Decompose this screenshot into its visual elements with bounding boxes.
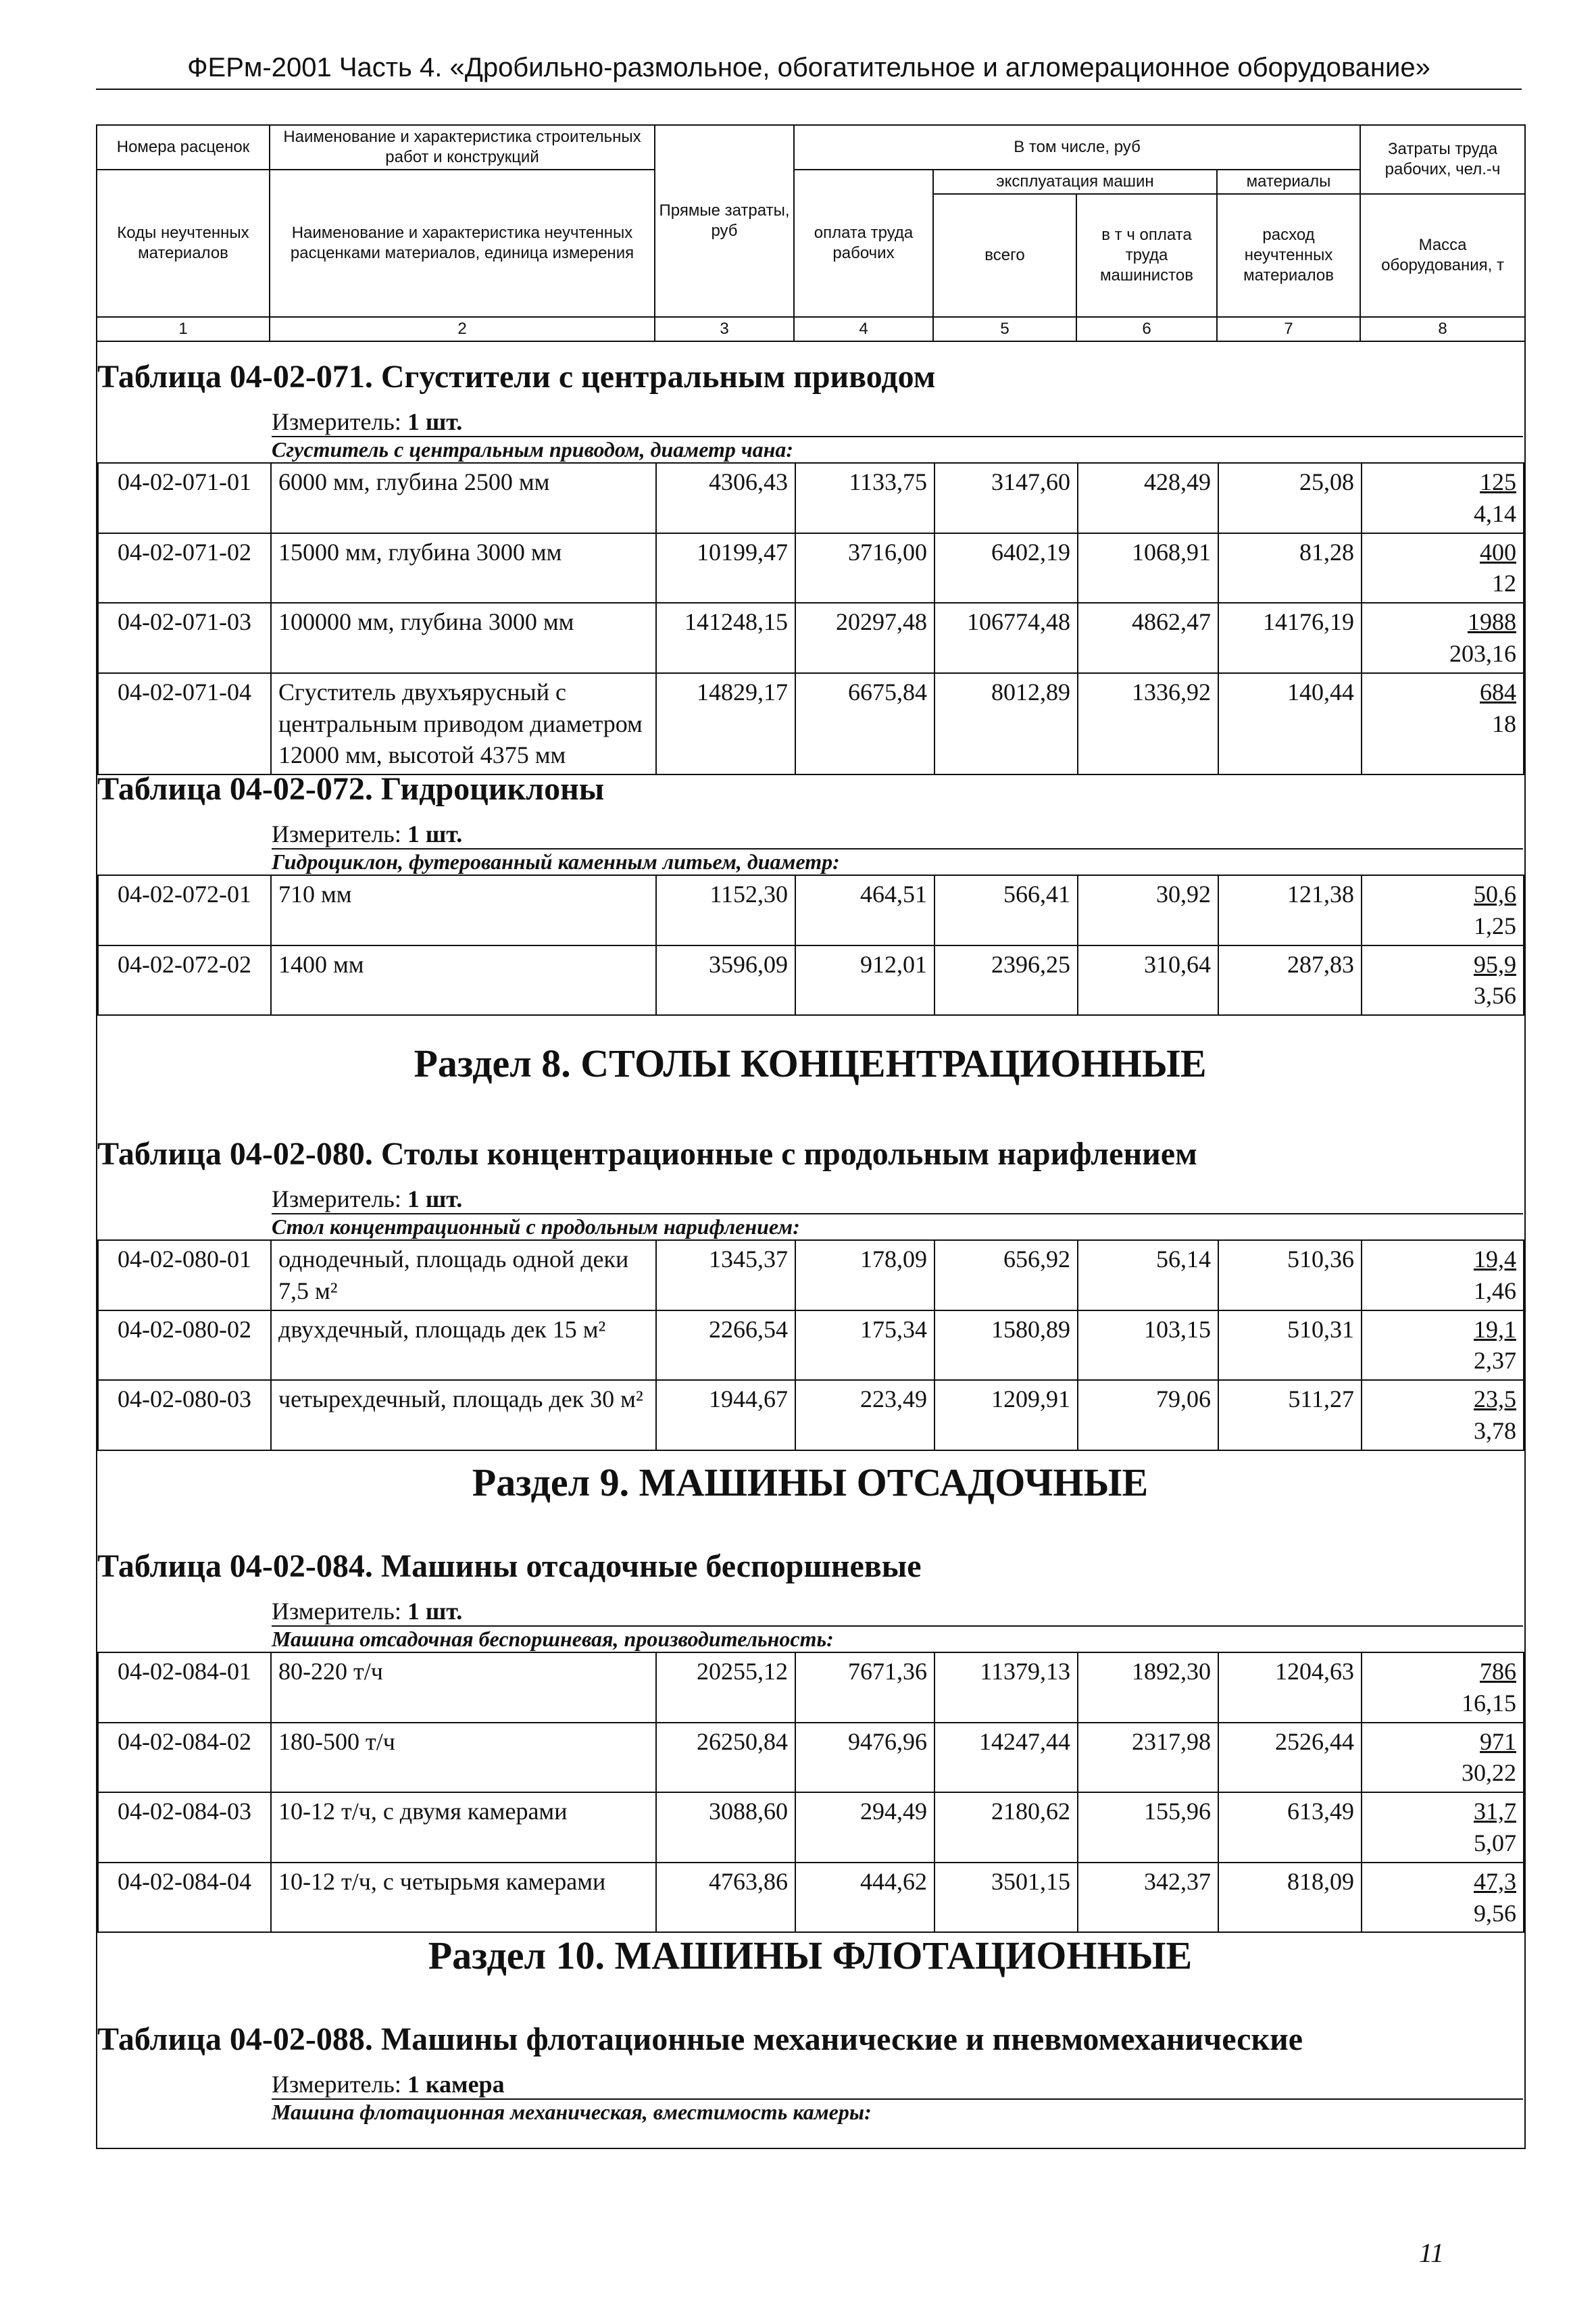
row-code: 04-02-071-04 xyxy=(98,673,271,774)
group-heading: Сгуститель с центральным приводом, диаметр чана: xyxy=(272,436,1523,462)
unit-line xyxy=(272,1185,1523,1213)
cell-c3: 1345,37 xyxy=(656,1240,795,1310)
cell-labor-mass xyxy=(1362,875,1524,945)
labor-value: 684 xyxy=(1480,678,1516,706)
cell-c7: 81,28 xyxy=(1218,533,1362,604)
unit-value: 1 шт. xyxy=(407,1185,463,1212)
cell-c6: 310,64 xyxy=(1078,945,1218,1016)
unit-line xyxy=(272,820,1523,848)
row-name: 1400 мм xyxy=(271,945,656,1016)
labor-value: 971 xyxy=(1480,1727,1516,1755)
cell-labor-mass xyxy=(1362,1652,1524,1723)
table-row xyxy=(98,1310,1524,1381)
cell-c5: 14247,44 xyxy=(934,1723,1078,1793)
cell-c6: 56,14 xyxy=(1078,1240,1218,1310)
table-title: Таблица 04-02-071. Сгустители с центральным приводом xyxy=(97,359,936,395)
cell-c5: 2396,25 xyxy=(934,945,1078,1016)
section-9-heading: Раздел 9. МАШИНЫ ОТСАДОЧНЫЕ xyxy=(472,1460,1149,1504)
table-row xyxy=(98,875,1524,945)
table-row xyxy=(98,945,1524,1016)
unit-value: 1 камера xyxy=(407,2071,505,2098)
cell-c7: 121,38 xyxy=(1218,875,1362,945)
cell-c7: 1204,63 xyxy=(1218,1652,1362,1723)
col8-header-b: Масса оборудования, т xyxy=(1360,194,1525,317)
cell-c4: 444,62 xyxy=(795,1863,934,1933)
cell-c3: 3088,60 xyxy=(656,1792,795,1863)
table-080 xyxy=(97,1135,1523,1451)
section-8-heading: Раздел 8. СТОЛЫ КОНЦЕНТРАЦИОННЫЕ xyxy=(414,1041,1207,1085)
row-name: 80-220 т/ч xyxy=(271,1652,656,1723)
cell-c6: 103,15 xyxy=(1078,1310,1218,1381)
cell-c7: 511,27 xyxy=(1218,1380,1362,1450)
col-num-4: 4 xyxy=(794,317,933,341)
row-code: 04-02-084-04 xyxy=(98,1863,271,1933)
machines-header: эксплуатация машин xyxy=(933,170,1217,194)
row-code: 04-02-071-02 xyxy=(98,533,271,604)
table-row xyxy=(98,1240,1524,1310)
mass-value: 1,46 xyxy=(1474,1277,1516,1304)
cell-c3: 1152,30 xyxy=(656,875,795,945)
col-num-5: 5 xyxy=(933,317,1076,341)
data-table xyxy=(97,1652,1524,1933)
cell-c5: 11379,13 xyxy=(934,1652,1078,1723)
col-num-7: 7 xyxy=(1217,317,1360,341)
mass-value: 9,56 xyxy=(1474,1899,1516,1927)
page-header: ФЕРм-2001 Часть 4. «Дробильно-размольное, обогатительное и агломерационное оборудование» xyxy=(96,53,1522,90)
unit-value: 1 шт. xyxy=(407,820,463,847)
mass-value: 30,22 xyxy=(1462,1759,1516,1787)
unit-label: Измеритель: xyxy=(272,2071,401,2098)
cell-labor-mass xyxy=(1362,1240,1524,1310)
cell-c7: 818,09 xyxy=(1218,1863,1362,1933)
group-heading: Машина флотационная механическая, вместимость камеры: xyxy=(272,2098,1523,2125)
cell-c7: 14176,19 xyxy=(1218,603,1362,673)
cell-labor-mass xyxy=(1362,463,1524,533)
mass-value: 18 xyxy=(1492,710,1516,737)
table-row xyxy=(98,603,1524,673)
labor-value: 95,9 xyxy=(1474,950,1516,978)
data-table xyxy=(97,1239,1524,1451)
table-title: Таблица 04-02-080. Столы концентрационные с продольным нарифлением xyxy=(97,1136,1197,1172)
cell-c5: 2180,62 xyxy=(934,1792,1078,1863)
cell-c5: 3501,15 xyxy=(934,1863,1078,1933)
cell-c3: 141248,15 xyxy=(656,603,795,673)
cell-c6: 1068,91 xyxy=(1078,533,1218,604)
col1-header-a: Номера расценок xyxy=(97,125,270,170)
cell-c3: 10199,47 xyxy=(656,533,795,604)
table-row xyxy=(98,1723,1524,1793)
cell-c3: 14829,17 xyxy=(656,673,795,774)
unit-line xyxy=(272,1597,1523,1625)
unit-line xyxy=(272,2070,1523,2098)
row-name: 710 мм xyxy=(271,875,656,945)
cell-c6: 2317,98 xyxy=(1078,1723,1218,1793)
labor-value: 1988 xyxy=(1468,608,1516,636)
cell-c6: 79,06 xyxy=(1078,1380,1218,1450)
column-header xyxy=(96,124,1524,342)
cell-c4: 3716,00 xyxy=(795,533,934,604)
col2-header-b: Наименование и характеристика неучтенных расценками материалов, единица измерения xyxy=(270,170,655,317)
row-name: однодечный, площадь одной деки 7,5 м² xyxy=(271,1240,656,1310)
row-code: 04-02-072-01 xyxy=(98,875,271,945)
cell-c5: 3147,60 xyxy=(934,463,1078,533)
cell-c7: 613,49 xyxy=(1218,1792,1362,1863)
cell-c5: 1209,91 xyxy=(934,1380,1078,1450)
cell-c5: 6402,19 xyxy=(934,533,1078,604)
cell-c5: 656,92 xyxy=(934,1240,1078,1310)
cell-c3: 20255,12 xyxy=(656,1652,795,1723)
cell-c6: 428,49 xyxy=(1078,463,1218,533)
cell-c4: 20297,48 xyxy=(795,603,934,673)
unit-label: Измеритель: xyxy=(272,820,401,847)
mass-value: 5,07 xyxy=(1474,1829,1516,1856)
cell-c6: 4862,47 xyxy=(1078,603,1218,673)
cell-labor-mass xyxy=(1362,1310,1524,1381)
materials-header: материалы xyxy=(1217,170,1360,194)
table-row xyxy=(98,1652,1524,1723)
col-num-6: 6 xyxy=(1076,317,1217,341)
table-row xyxy=(98,533,1524,604)
row-name: 10-12 т/ч, с четырьмя камерами xyxy=(271,1863,656,1933)
table-row xyxy=(98,1863,1524,1933)
cell-c3: 26250,84 xyxy=(656,1723,795,1793)
table-row xyxy=(98,1380,1524,1450)
row-code: 04-02-071-03 xyxy=(98,603,271,673)
cell-c3: 4306,43 xyxy=(656,463,795,533)
cell-c3: 4763,86 xyxy=(656,1863,795,1933)
col6-header: в т ч оплата труда машинистов xyxy=(1076,194,1217,317)
row-name: 180-500 т/ч xyxy=(271,1723,656,1793)
mass-value: 203,16 xyxy=(1449,639,1516,667)
cell-c7: 287,83 xyxy=(1218,945,1362,1016)
cell-c6: 342,37 xyxy=(1078,1863,1218,1933)
col-num-8: 8 xyxy=(1360,317,1525,341)
mass-value: 2,37 xyxy=(1474,1347,1516,1375)
cell-c4: 223,49 xyxy=(795,1380,934,1450)
unit-value: 1 шт. xyxy=(407,408,463,435)
cell-c6: 1336,92 xyxy=(1078,673,1218,774)
cell-c7: 510,36 xyxy=(1218,1240,1362,1310)
labor-value: 31,7 xyxy=(1474,1798,1516,1825)
cell-labor-mass xyxy=(1362,1380,1524,1450)
row-name: четырехдечный, площадь дек 30 м² xyxy=(271,1380,656,1450)
mass-value: 4,14 xyxy=(1474,499,1516,527)
group-heading: Машина отсадочная беспоршневая, производительность: xyxy=(272,1625,1523,1652)
labor-value: 19,4 xyxy=(1474,1246,1516,1273)
cell-labor-mass xyxy=(1362,533,1524,604)
labor-value: 50,6 xyxy=(1474,881,1516,908)
cell-labor-mass xyxy=(1362,1723,1524,1793)
group-heading: Стол концентрационный с продольным нарифлением: xyxy=(272,1213,1523,1239)
row-code: 04-02-084-02 xyxy=(98,1723,271,1793)
cell-c3: 1944,67 xyxy=(656,1380,795,1450)
labor-value: 786 xyxy=(1480,1658,1516,1685)
col7-header: расход неучтенных материалов xyxy=(1217,194,1360,317)
cell-labor-mass xyxy=(1362,1792,1524,1863)
cell-c4: 6675,84 xyxy=(795,673,934,774)
cell-c5: 566,41 xyxy=(934,875,1078,945)
table-row xyxy=(98,463,1524,533)
cell-c6: 1892,30 xyxy=(1078,1652,1218,1723)
cell-c5: 8012,89 xyxy=(934,673,1078,774)
cell-c4: 464,51 xyxy=(795,875,934,945)
mass-value: 3,78 xyxy=(1474,1417,1516,1444)
cell-labor-mass xyxy=(1362,673,1524,774)
table-088 xyxy=(97,2021,1523,2125)
mass-value: 12 xyxy=(1492,570,1516,597)
cell-labor-mass xyxy=(1362,1863,1524,1933)
table-title: Таблица 04-02-084. Машины отсадочные беспоршневые xyxy=(97,1548,922,1584)
cell-c4: 7671,36 xyxy=(795,1652,934,1723)
table-071 xyxy=(97,358,1523,775)
row-name: 15000 мм, глубина 3000 мм xyxy=(271,533,656,604)
cell-c7: 510,31 xyxy=(1218,1310,1362,1381)
cell-c7: 25,08 xyxy=(1218,463,1362,533)
cell-c4: 178,09 xyxy=(795,1240,934,1310)
unit-value: 1 шт. xyxy=(407,1598,463,1625)
unit-label: Измеритель: xyxy=(272,1598,401,1625)
table-row xyxy=(98,1792,1524,1863)
col-num-3: 3 xyxy=(655,317,794,341)
mass-value: 3,56 xyxy=(1474,982,1516,1010)
cell-c6: 155,96 xyxy=(1078,1792,1218,1863)
labor-value: 47,3 xyxy=(1474,1867,1516,1895)
unit-label: Измеритель: xyxy=(272,408,401,435)
cell-c4: 294,49 xyxy=(795,1792,934,1863)
mass-value: 1,25 xyxy=(1474,912,1516,939)
cell-c5: 1580,89 xyxy=(934,1310,1078,1381)
row-name: 6000 мм, глубина 2500 мм xyxy=(271,463,656,533)
table-072 xyxy=(97,770,1523,1016)
data-table xyxy=(97,462,1524,775)
table-title: Таблица 04-02-072. Гидроциклоны xyxy=(97,771,605,807)
row-code: 04-02-080-01 xyxy=(98,1240,271,1310)
row-code: 04-02-084-03 xyxy=(98,1792,271,1863)
col8-header-a: Затраты труда рабочих, чел.-ч xyxy=(1360,125,1525,194)
col4-header: оплата труда рабочих xyxy=(794,170,933,317)
row-code: 04-02-072-02 xyxy=(98,945,271,1016)
included-header: В том числе, руб xyxy=(794,125,1360,170)
cell-c7: 2526,44 xyxy=(1218,1723,1362,1793)
table-title: Таблица 04-02-088. Машины флотационные механические и пневмомеханические xyxy=(97,2021,1303,2057)
cell-c7: 140,44 xyxy=(1218,673,1362,774)
page-number: 11 xyxy=(1419,2238,1445,2268)
mass-value: 16,15 xyxy=(1462,1689,1516,1717)
row-name: 100000 мм, глубина 3000 мм xyxy=(271,603,656,673)
col5-header: всего xyxy=(933,194,1076,317)
group-heading: Гидроциклон, футерованный каменным литьем, диаметр: xyxy=(272,848,1523,875)
column-header-table xyxy=(96,124,1526,342)
cell-c4: 1133,75 xyxy=(795,463,934,533)
col2-header-a: Наименование и характеристика строительных работ и конструкций xyxy=(270,125,655,170)
cell-c3: 2266,54 xyxy=(656,1310,795,1381)
unit-label: Измеритель: xyxy=(272,1185,401,1212)
row-code: 04-02-080-02 xyxy=(98,1310,271,1381)
row-name: двухдечный, площадь дек 15 м² xyxy=(271,1310,656,1381)
cell-c6: 30,92 xyxy=(1078,875,1218,945)
data-table xyxy=(97,875,1524,1016)
row-name: Сгуститель двухъярусный с центральным приводом диаметром 12000 мм, высотой 4375 мм xyxy=(271,673,656,774)
col1-header-b: Коды неучтенных материалов xyxy=(97,170,270,317)
row-code: 04-02-084-01 xyxy=(98,1652,271,1723)
row-code: 04-02-080-03 xyxy=(98,1380,271,1450)
cell-c4: 9476,96 xyxy=(795,1723,934,1793)
labor-value: 19,1 xyxy=(1474,1315,1516,1343)
labor-value: 125 xyxy=(1480,468,1516,495)
section-10-heading: Раздел 10. МАШИНЫ ФЛОТАЦИОННЫЕ xyxy=(428,1934,1193,1977)
cell-c3: 3596,09 xyxy=(656,945,795,1016)
cell-c4: 175,34 xyxy=(795,1310,934,1381)
labor-value: 400 xyxy=(1480,538,1516,566)
row-name: 10-12 т/ч, с двумя камерами xyxy=(271,1792,656,1863)
col3-header: Прямые затраты, руб xyxy=(655,125,794,317)
unit-line xyxy=(272,408,1523,436)
cell-labor-mass xyxy=(1362,945,1524,1016)
cell-labor-mass xyxy=(1362,603,1524,673)
cell-c5: 106774,48 xyxy=(934,603,1078,673)
cell-c4: 912,01 xyxy=(795,945,934,1016)
table-084 xyxy=(97,1548,1523,1933)
row-code: 04-02-071-01 xyxy=(98,463,271,533)
col-num-2: 2 xyxy=(270,317,655,341)
table-row xyxy=(98,673,1524,774)
col-num-1: 1 xyxy=(97,317,270,341)
labor-value: 23,5 xyxy=(1474,1385,1516,1413)
